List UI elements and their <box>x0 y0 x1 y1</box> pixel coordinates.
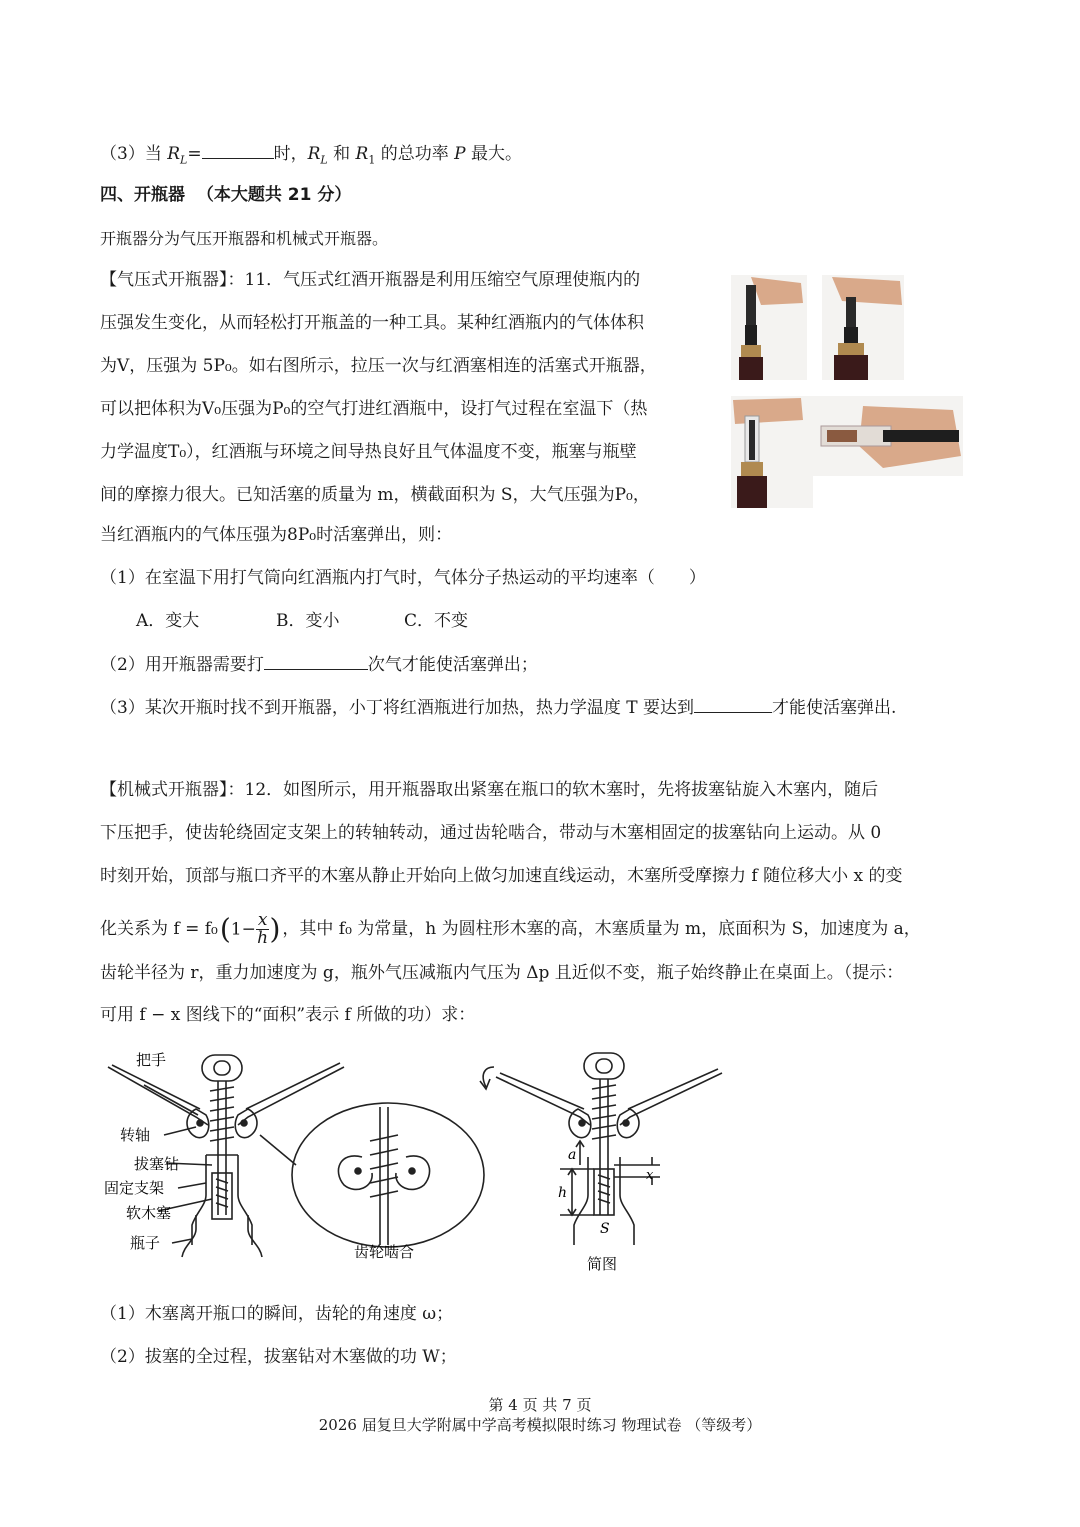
label-bottle: 瓶子 <box>130 1234 161 1252</box>
mech-text-line: 齿轮半径为 r，重力加速度为 g，瓶外气压减瓶内气压为 Δp 且近似不变，瓶子始终静止在桌面上。（提示： <box>100 963 904 983</box>
air-text-line: 当红酒瓶内的气体压强为8P₀时活塞弹出，则： <box>100 525 453 545</box>
section-intro: 开瓶器分为气压开瓶器和机械式开瓶器。 <box>100 229 389 248</box>
mech-question-2: （2）拔塞的全过程，拔塞钻对木塞做的功 W； <box>100 1347 457 1367</box>
label-handle: 把手 <box>136 1051 167 1069</box>
option-a[interactable]: A．变大 <box>136 611 200 631</box>
exam-title: 2026 届复旦大学附属中学高考模拟限时练习 物理试卷 （等级考） <box>318 1416 762 1434</box>
photo-opener-4 <box>813 396 963 476</box>
right-lever <box>238 1067 344 1125</box>
air-text-line: 间的摩擦力很大。已知活塞的质量为 m，横截面积为 S，大气压强为P₀， <box>100 485 650 505</box>
label-s: S <box>600 1221 610 1237</box>
answer-blank[interactable] <box>202 140 274 159</box>
label-a: a <box>568 1147 577 1163</box>
photo-opener-3 <box>731 396 813 508</box>
cork <box>212 1173 232 1219</box>
label-axis: 转轴 <box>120 1126 151 1144</box>
air-text-line: 压强发生变化，从而轻松打开瓶盖的一种工具。某种红酒瓶内的气体体积 <box>100 313 644 333</box>
mech-text-line: 【机械式开瓶器】：12．如图所示，用开瓶器取出紧塞在瓶口的软木塞时，先将拔塞钻旋入木塞内，随后 <box>100 780 879 800</box>
prev-question-3: （3）当 $R_L=$ 时，$R_L$ 和 $R_1$ 的总功率 P 最大。 <box>100 140 522 172</box>
mech-text-line: 可用 f − x 图线下的“面积”表示 f 所做的功）求： <box>100 1005 476 1025</box>
answer-blank[interactable] <box>694 694 772 713</box>
page-number: 第 4 页 共 7 页 <box>488 1396 592 1414</box>
photo-opener-1 <box>731 275 807 380</box>
mech-text-line: 下压把手，使齿轮绕固定支架上的转轴转动，通过齿轮啮合，带动与木塞相固定的拔塞钻向上运动。从 0 <box>100 823 882 843</box>
air-question-1: （1）在室温下用打气筒向红酒瓶内打气时，气体分子热运动的平均速率（ ） <box>100 568 706 588</box>
label-x: x <box>646 1168 654 1183</box>
air-text-line: 为V，压强为 5P₀。如右图所示，拉压一次与红酒塞相连的活塞式开瓶器， <box>100 356 657 376</box>
label-cork: 软木塞 <box>126 1204 172 1222</box>
label-gear-mesh: 齿轮啮合 <box>354 1243 415 1261</box>
left-lever <box>108 1067 208 1125</box>
friction-formula: (1− $\frac{x}{h}$ ) <box>219 910 281 948</box>
corkscrew-diagram <box>100 1045 740 1285</box>
mech-text-line: 时刻开始，顶部与瓶口齐平的木塞从静止开始向上做匀加速直线运动，木塞所受摩擦力 f 随位移大小 x 的变 <box>100 866 903 886</box>
air-question-2: （2）用开瓶器需要打 次气才能使活塞弹出； <box>100 651 538 677</box>
label-h: h <box>558 1185 568 1201</box>
label-simple-diagram: 简图 <box>587 1255 618 1273</box>
option-c[interactable]: C．不变 <box>404 611 469 631</box>
handle-ring <box>202 1055 242 1081</box>
section-title: 四、开瓶器 （本大题共 21 分） <box>100 185 352 205</box>
air-text-line: 可以把体积为V₀压强为P₀的空气打进红酒瓶中，设打气过程在室温下（热 <box>100 399 648 419</box>
air-text-line: 力学温度T₀），红酒瓶与环境之间导热良好且气体温度不变，瓶塞与瓶壁 <box>100 442 637 462</box>
air-question-3: （3）某次开瓶时找不到开瓶器，小丁将红酒瓶进行加热，热力学温度 T 要达到 才能使活塞弹出. <box>100 694 896 720</box>
bracket-right <box>238 1155 252 1245</box>
option-b[interactable]: B．变小 <box>276 611 340 631</box>
mech-formula-line: 化关系为 f = f₀(1− $\frac{x}{h}$ ) ，其中 f₀ 为常量，h 为圆柱形木塞的高，木塞质量为 m，底面积为 S，加速度为 a， <box>100 910 921 948</box>
label-bracket: 固定支架 <box>104 1179 165 1197</box>
label-screw: 拔塞钻 <box>134 1155 180 1173</box>
answer-blank[interactable] <box>264 651 368 670</box>
photo-opener-2 <box>822 275 904 380</box>
mech-question-1: （1）木塞离开瓶口的瞬间，齿轮的角速度 ω； <box>100 1304 454 1324</box>
air-text-line: 【气压式开瓶器】：11．气压式红酒开瓶器是利用压缩空气原理使瓶内的 <box>100 270 641 290</box>
